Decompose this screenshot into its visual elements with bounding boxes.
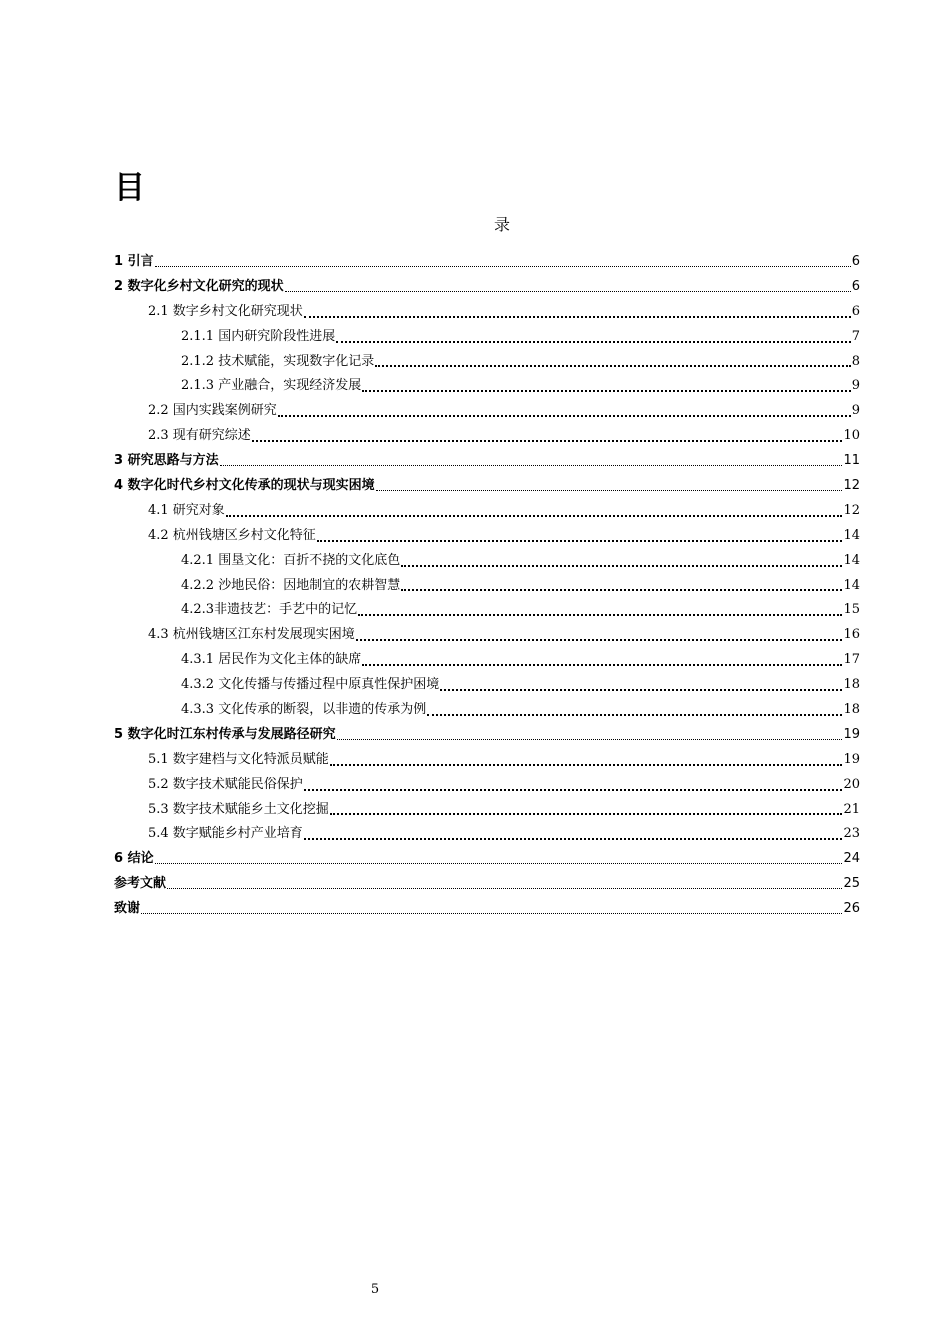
toc-entry[interactable] [114,325,860,350]
toc-entry[interactable] [114,275,860,300]
toc-entry-page: 6 [851,278,860,294]
toc-entry-label: 4.3.3 文化传承的断裂，以非遗的传承为例 [181,702,427,718]
toc-entry[interactable] [114,250,860,275]
toc-entry[interactable] [114,822,860,847]
toc-entry-page: 19 [843,751,860,767]
toc-entry[interactable] [114,847,860,872]
toc-entry[interactable] [114,374,860,399]
table-of-contents [114,250,860,922]
toc-dot-leader [376,489,843,491]
toc-entry-page: 11 [843,453,860,469]
toc-dot-leader [440,688,842,691]
toc-entry-label: 2.1.1 国内研究阶段性进展 [181,328,336,344]
toc-entry[interactable] [114,574,860,599]
toc-dot-leader [401,588,842,591]
toc-entry-page: 18 [843,677,860,693]
toc-entry-label: 5.3 数字技术赋能乡土文化挖掘 [148,801,329,817]
toc-dot-leader [356,638,843,641]
toc-dot-leader [427,713,842,716]
toc-entry-page: 17 [843,652,860,668]
toc-entry[interactable] [114,673,860,698]
toc-dot-leader [155,265,851,267]
toc-entry-page: 16 [843,627,860,643]
toc-entry[interactable] [114,748,860,773]
toc-entry[interactable] [114,499,860,524]
toc-entry-page: 23 [843,826,860,842]
toc-entry-page: 6 [851,254,860,269]
toc-dot-leader [336,340,851,343]
toc-entry-page: 9 [851,378,860,394]
toc-entry[interactable] [114,798,860,823]
toc-dot-leader [220,464,843,466]
toc-entry-page: 26 [843,901,860,917]
toc-entry-label: 2.1.2 技术赋能，实现数字化记录 [181,353,375,369]
toc-entry-label: 4 数字化时代乡村文化传承的现状与现实困境 [114,478,375,494]
toc-dot-leader [330,763,843,766]
toc-dot-leader [252,439,843,442]
toc-entry[interactable] [114,698,860,723]
toc-entry-label: 4.3.1 居民作为文化主体的缺席 [181,652,362,668]
toc-dot-leader [304,788,843,791]
toc-entry-page: 18 [843,702,860,718]
toc-title-continuation: 录 [493,215,510,234]
toc-entry[interactable] [114,623,860,648]
toc-entry-label: 6 结论 [114,851,154,867]
toc-entry-label: 5.1 数字建档与文化特派员赋能 [148,751,329,767]
toc-entry[interactable] [114,524,860,549]
toc-entry-label: 1 引言 [114,254,154,269]
toc-entry[interactable] [114,723,860,748]
toc-entry-label: 4.2.2 沙地民俗：因地制宜的农耕智慧 [181,577,401,593]
toc-dot-leader [375,364,851,367]
toc-entry-label: 参考文献 [114,876,167,892]
toc-entry[interactable] [114,648,860,673]
toc-entry[interactable] [114,598,860,623]
toc-entry-page: 15 [843,602,860,618]
toc-dot-leader [226,514,843,517]
toc-entry-page: 12 [843,478,860,494]
toc-entry-label: 4.2.1 围垦文化：百折不挠的文化底色 [181,552,401,568]
toc-entry-label: 4.3 杭州钱塘区江东村发展现实困境 [148,627,355,643]
toc-dot-leader [358,613,842,616]
toc-entry-page: 21 [843,801,860,817]
toc-entry[interactable] [114,449,860,474]
toc-entry-page: 20 [843,776,860,792]
toc-entry[interactable] [114,300,860,325]
toc-entry-page: 12 [843,502,860,518]
toc-entry-page: 14 [843,527,860,543]
toc-entry-page: 25 [843,876,860,892]
toc-dot-leader [278,414,851,417]
toc-entry-label: 5.4 数字赋能乡村产业培育 [148,826,303,842]
toc-dot-leader [337,738,843,740]
toc-dot-leader [317,539,843,542]
toc-entry[interactable] [114,549,860,574]
toc-dot-leader [330,812,843,815]
toc-entry-label: 2.3 现有研究综述 [148,428,251,444]
toc-entry-label: 2.1.3 产业融合，实现经济发展 [181,378,362,394]
toc-dot-leader [155,862,843,864]
toc-entry-page: 6 [851,303,860,319]
toc-dot-leader [304,837,843,840]
toc-entry[interactable] [114,773,860,798]
toc-entry-label: 3 研究思路与方法 [114,453,219,469]
toc-entry-label: 致谢 [114,901,141,917]
toc-entry-label: 4.2 杭州钱塘区乡村文化特征 [148,527,316,543]
toc-entry-page: 19 [843,726,860,742]
toc-entry-page: 7 [851,328,860,344]
toc-dot-leader [401,564,842,567]
toc-entry-label: 4.3.2 文化传播与传播过程中原真性保护困境 [181,677,440,693]
toc-dot-leader [167,887,842,889]
toc-entry-label: 2.1 数字乡村文化研究现状 [148,303,303,319]
toc-dot-leader [304,315,851,318]
toc-entry-label: 5.2 数字技术赋能民俗保护 [148,776,303,792]
toc-entry-page: 9 [851,403,860,419]
toc-entry-page: 8 [851,353,860,369]
toc-entry-label: 2.2 国内实践案例研究 [148,403,277,419]
toc-dot-leader [362,663,842,666]
toc-entry[interactable] [114,474,860,499]
toc-entry-page: 14 [843,577,860,593]
toc-entry-label: 4.2.3非遗技艺：手艺中的记忆 [181,602,358,618]
toc-entry[interactable] [114,897,860,922]
toc-entry-label: 5 数字化时江东村传承与发展路径研究 [114,726,336,742]
toc-entry-page: 10 [843,428,860,444]
toc-dot-leader [285,290,851,292]
toc-entry-label: 2 数字化乡村文化研究的现状 [114,278,284,294]
toc-title-heading: 目 [114,170,145,206]
toc-entry[interactable] [114,399,860,424]
page-number: 5 [370,1282,380,1297]
toc-dot-leader [362,389,851,392]
toc-entry-page: 24 [843,851,860,867]
toc-entry-label: 4.1 研究对象 [148,502,225,518]
toc-dot-leader [141,912,842,914]
toc-entry[interactable] [114,872,860,897]
toc-entry[interactable] [114,424,860,449]
toc-entry[interactable] [114,350,860,375]
toc-entry-page: 14 [843,552,860,568]
